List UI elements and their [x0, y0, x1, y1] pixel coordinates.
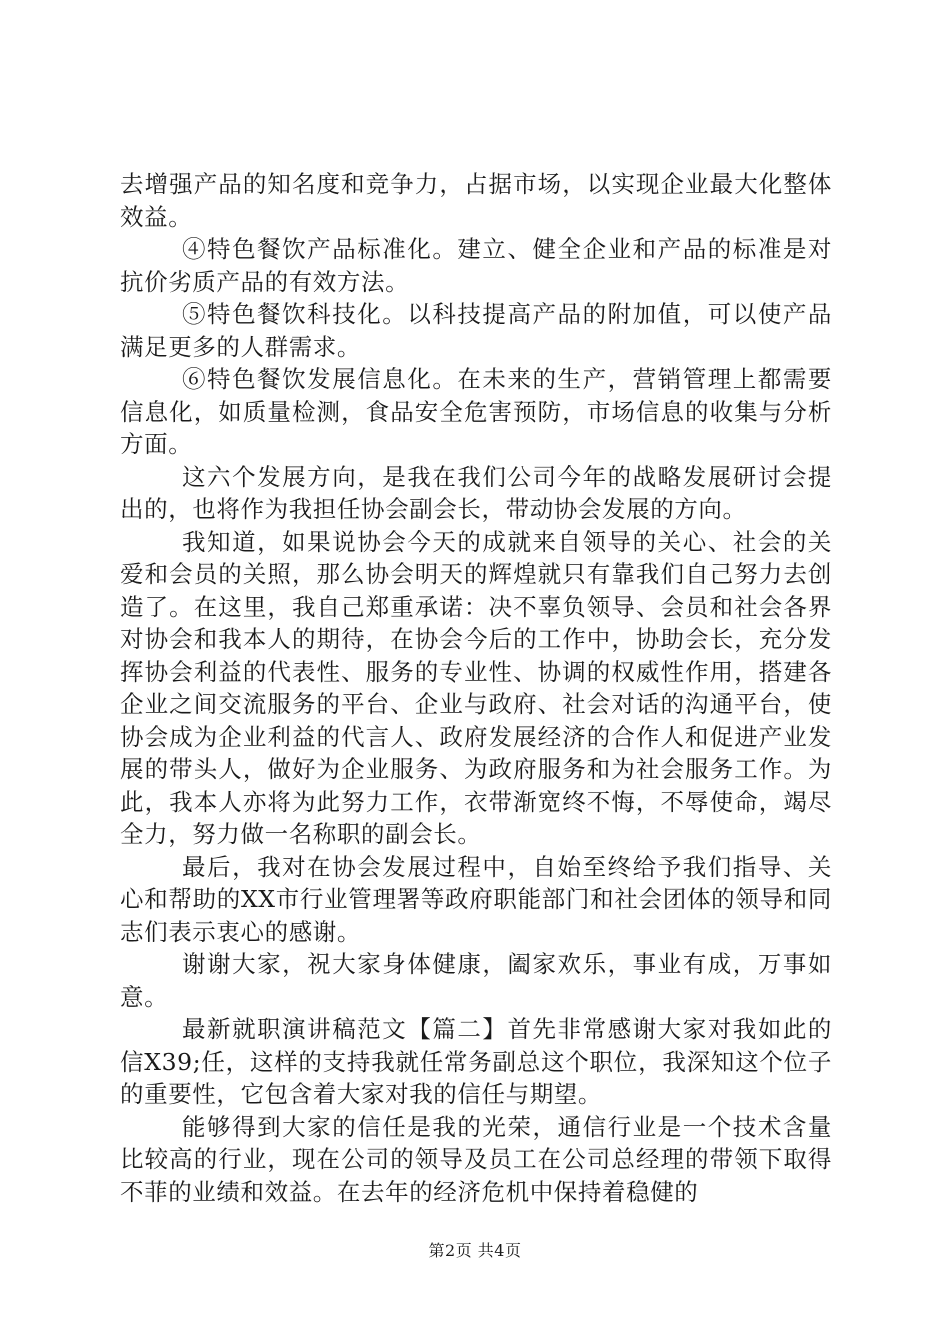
- paragraph-6: 我知道，如果说协会今天的成就来自领导的关心、社会的关爱和会员的关照，那么协会明天的辉煌就只有靠我们自己努力去创造了。在这里，我自己郑重承诺：决不辜负领导、会员和社会各界对协会和我本人的期待，在协会今后的工作中，协助会长，充分发挥协会利益的代表性、服务的专业性、协调的权威性作用，搭建各企业之间交流服务的平台、企业与政府、社会对话的沟通平台，使协会成为企业利益的代言人、政府发展经济的合作人和促进产业发展的带头人，做好为企业服务、为政府服务和为社会服务工作。为此，我本人亦将为此努力工作，衣带渐宽终不悔，不辱使命，竭尽全力，努力做一名称职的副会长。: [120, 527, 832, 848]
- page-number-footer: 第2页 共4页: [428, 1241, 522, 1260]
- paragraph-1: 去增强产品的知名度和竞争力，占据市场，以实现企业最大化整体效益。: [120, 170, 832, 231]
- paragraph-5: 这六个发展方向，是我在我们公司今年的战略发展研讨会提出的，也将作为我担任协会副会长，带动协会发展的方向。: [120, 462, 832, 523]
- paragraph-10: 能够得到大家的信任是我的光荣，通信行业是一个技术含量比较高的行业，现在公司的领导及员工在公司总经理的带领下取得不菲的业绩和效益。在去年的经济危机中保持着稳健的: [120, 1112, 832, 1206]
- paragraph-4: ⑥特色餐饮发展信息化。在未来的生产，营销管理上都需要信息化，如质量检测，食品安全危害预防，市场信息的收集与分析方面。: [120, 365, 832, 458]
- paragraph-7: 最后，我对在协会发展过程中，自始至终给予我们指导、关心和帮助的XX市行业管理署等政府职能部门和社会团体的领导和同志们表示衷心的感谢。: [120, 852, 832, 946]
- paragraph-3: ⑤特色餐饮科技化。以科技提高产品的附加值，可以使产品满足更多的人群需求。: [120, 300, 832, 361]
- paragraph-8: 谢谢大家，祝大家身体健康，阖家欢乐，事业有成，万事如意。: [120, 950, 832, 1011]
- paragraph-2: ④特色餐饮产品标准化。建立、健全企业和产品的标准是对抗价劣质产品的有效方法。: [120, 235, 832, 296]
- paragraph-9: 最新就职演讲稿范文【篇二】首先非常感谢大家对我如此的信X39;任，这样的支持我就任常务副总这个职位，我深知这个位子的重要性，它包含着大家对我的信任与期望。: [120, 1015, 832, 1108]
- document-body: [120, 168, 832, 1208]
